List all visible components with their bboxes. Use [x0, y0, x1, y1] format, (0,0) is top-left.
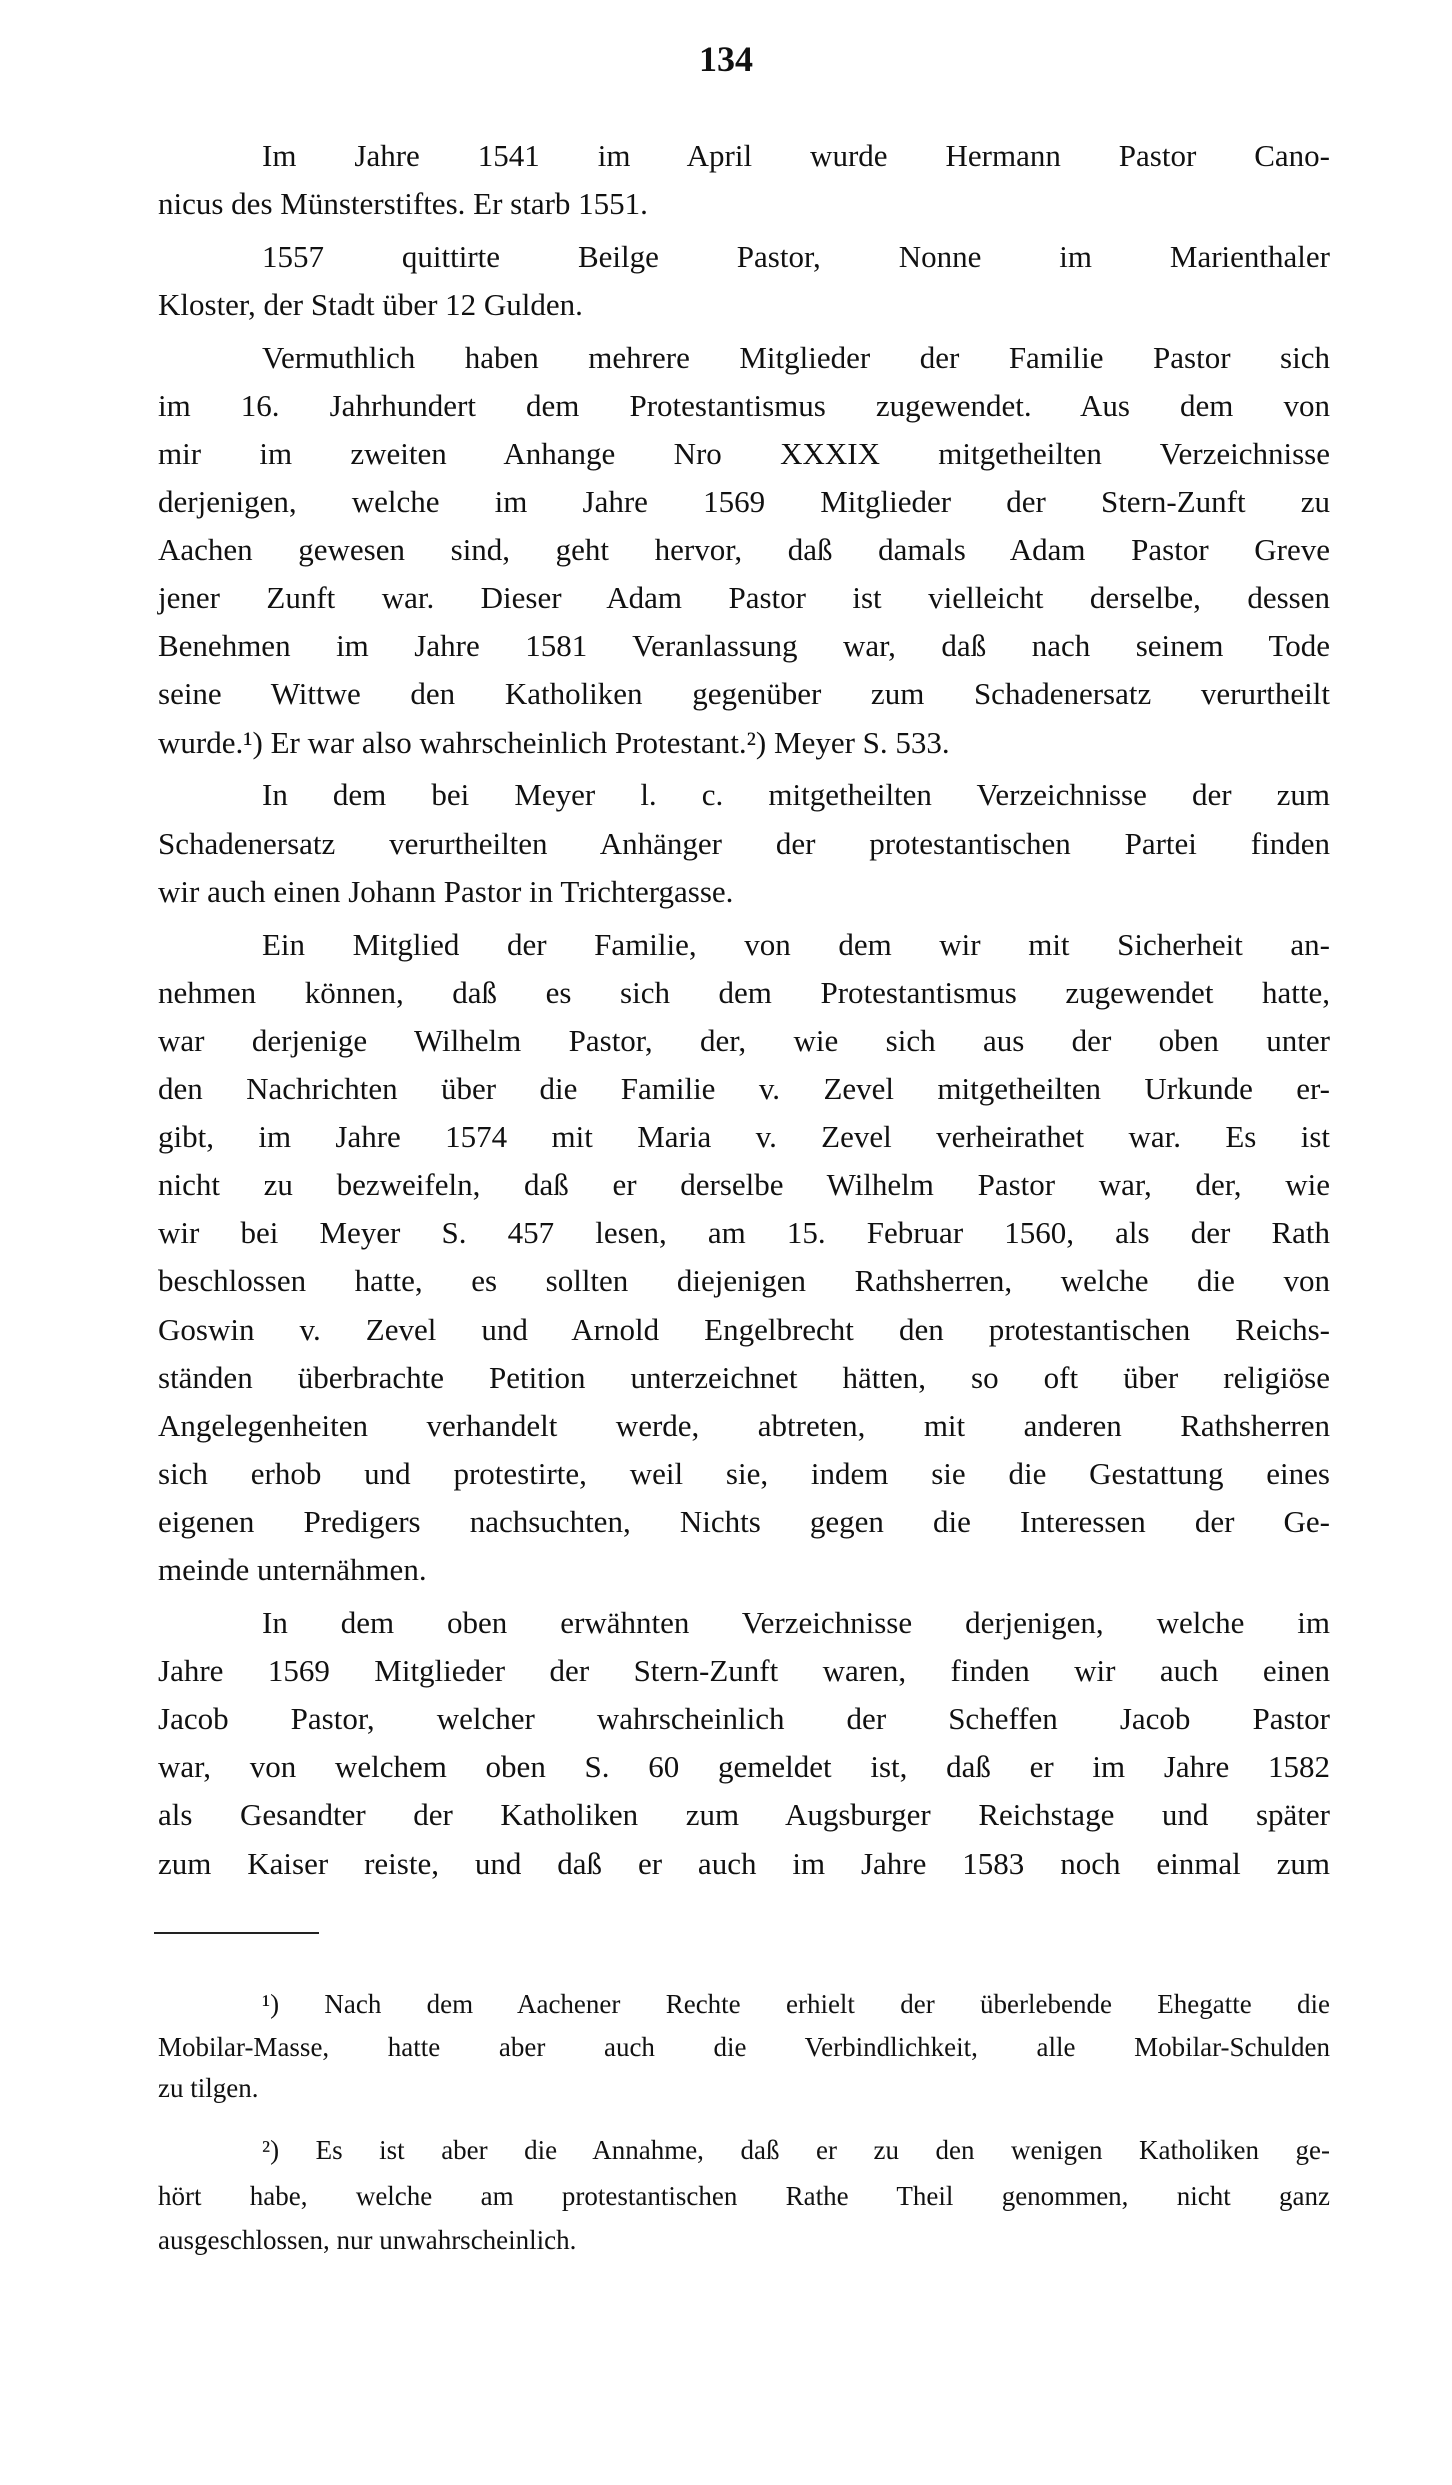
body-line: Ein Mitglied der Familie, von dem wir mit Sicherheit an- [262, 927, 1330, 962]
body-line: seine Wittwe den Katholiken gegenüber zum Schadenersatz verurtheilt [158, 676, 1330, 711]
body-line: In dem bei Meyer l. c. mitgetheilten Verzeichnisse der zum [262, 777, 1330, 812]
body-line: wir auch einen Johann Pastor in Trichtergasse. [158, 874, 734, 909]
body-line: nicht zu bezweifeln, daß er derselbe Wilhelm Pastor war, der, wie [158, 1167, 1330, 1202]
body-line: mir im zweiten Anhange Nro XXXIX mitgetheilten Verzeichnisse [158, 436, 1330, 471]
body-line: Jacob Pastor, welcher wahrscheinlich der Scheffen Jacob Pastor [158, 1701, 1330, 1736]
body-line: Kloster, der Stadt über 12 Gulden. [158, 287, 583, 322]
body-line: Jahre 1569 Mitglieder der Stern-Zunft waren, finden wir auch einen [158, 1653, 1330, 1688]
body-line: als Gesandter der Katholiken zum Augsburger Reichstage und später [158, 1797, 1330, 1832]
footnote-line: ausgeschlossen, nur unwahrscheinlich. [158, 2225, 577, 2255]
body-line: nicus des Münsterstiftes. Er starb 1551. [158, 186, 648, 221]
footnote-line: ²) Es ist aber die Annahme, daß er zu den wenigen Katholiken ge- [262, 2135, 1330, 2165]
footnote-divider [154, 1932, 319, 1934]
body-line: Im Jahre 1541 im April wurde Hermann Pastor Cano- [262, 138, 1330, 173]
footnote-line: zu tilgen. [158, 2073, 259, 2103]
body-line: In dem oben erwähnten Verzeichnisse derjenigen, welche im [262, 1605, 1330, 1640]
body-line: derjenigen, welche im Jahre 1569 Mitglieder der Stern-Zunft zu [158, 484, 1330, 519]
body-line: im 16. Jahrhundert dem Protestantismus zugewendet. Aus dem von [158, 388, 1330, 423]
body-line: Aachen gewesen sind, geht hervor, daß damals Adam Pastor Greve [158, 532, 1330, 567]
body-line: Goswin v. Zevel und Arnold Engelbrecht den protestantischen Reichs- [158, 1312, 1330, 1347]
body-line: wir bei Meyer S. 457 lesen, am 15. Februar 1560, als der Rath [158, 1215, 1330, 1250]
footnote-line: Mobilar-Masse, hatte aber auch die Verbindlichkeit, alle Mobilar-Schulden [158, 2032, 1330, 2062]
body-line: Benehmen im Jahre 1581 Veranlassung war, daß nach seinem Tode [158, 628, 1330, 663]
body-line: gibt, im Jahre 1574 mit Maria v. Zevel verheirathet war. Es ist [158, 1119, 1330, 1154]
footnote-line: ¹) Nach dem Aachener Rechte erhielt der überlebende Ehegatte die [262, 1989, 1330, 2019]
body-line: beschlossen hatte, es sollten diejenigen Rathsherren, welche die von [158, 1263, 1330, 1298]
body-line: war, von welchem oben S. 60 gemeldet ist, daß er im Jahre 1582 [158, 1749, 1330, 1784]
body-line: nehmen können, daß es sich dem Protestantismus zugewendet hatte, [158, 975, 1330, 1010]
body-line: eigenen Predigers nachsuchten, Nichts gegen die Interessen der Ge- [158, 1504, 1330, 1539]
body-line: sich erhob und protestirte, weil sie, indem sie die Gestattung eines [158, 1456, 1330, 1491]
body-line: den Nachrichten über die Familie v. Zevel mitgetheilten Urkunde er- [158, 1071, 1330, 1106]
body-line: jener Zunft war. Dieser Adam Pastor ist vielleicht derselbe, dessen [158, 580, 1330, 615]
body-line: 1557 quittirte Beilge Pastor, Nonne im Marienthaler [262, 239, 1330, 274]
footnote-line: hört habe, welche am protestantischen Rathe Theil genommen, nicht ganz [158, 2181, 1330, 2211]
body-line: meinde unternähmen. [158, 1552, 427, 1587]
body-line: war derjenige Wilhelm Pastor, der, wie sich aus der oben unter [158, 1023, 1330, 1058]
body-line: wurde.¹) Er war also wahrscheinlich Protestant.²) Meyer S. 533. [158, 725, 950, 760]
body-line: Schadenersatz verurtheilten Anhänger der protestantischen Partei finden [158, 826, 1330, 861]
body-line: Angelegenheiten verhandelt werde, abtreten, mit anderen Rathsherren [158, 1408, 1330, 1443]
page-number: 134 [699, 39, 753, 79]
body-line: zum Kaiser reiste, und daß er auch im Jahre 1583 noch einmal zum [158, 1846, 1330, 1881]
body-line: Vermuthlich haben mehrere Mitglieder der Familie Pastor sich [262, 340, 1330, 375]
body-line: ständen überbrachte Petition unterzeichnet hätten, so oft über religiöse [158, 1360, 1330, 1395]
